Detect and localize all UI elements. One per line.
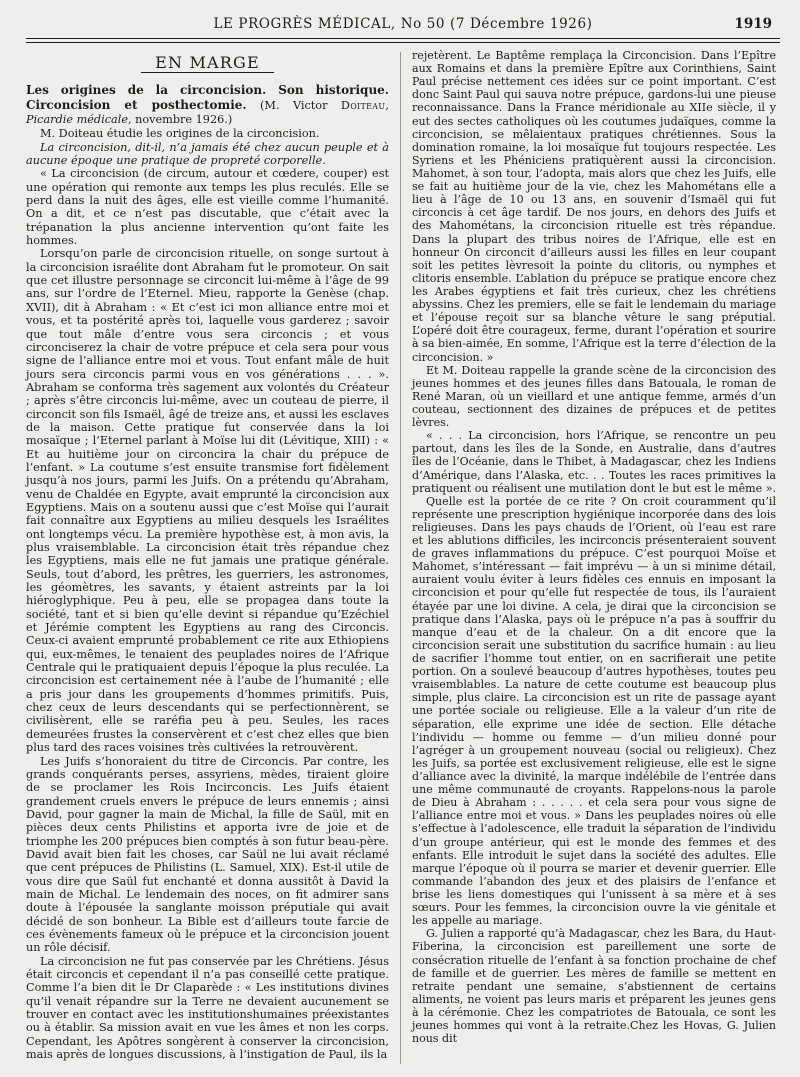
article-ref-close: , novembre 1926.) <box>127 113 233 127</box>
right-column <box>412 49 776 1045</box>
article-ref-comma: , <box>385 99 389 113</box>
paragraph: Et M. Doiteau rappelle la grande scène de la circoncision des jeunes hommes et des jeunes filles dans Batouala, le roman de René Maran, où un vieillard et une antique femme, armés d’un couteau, sectionnent des dizaines de prépuces et de petites lèvres. <box>412 363 776 430</box>
article-title-block <box>26 83 389 127</box>
section-heading <box>26 53 389 73</box>
page-number: 1919 <box>734 16 772 32</box>
paragraph: « . . . La circoncision, hors l’Afrique, se rencontre un peu partout, dans les îles de la Sonde, en Australie, dans d’autres îles de l’Océanie, dans le Thibet, à Madagascar, chez les Indiens d’Amérique, dans l’Alaska, etc. . . Toutes les races primitives la pratiquent ou réalisent une mutilation dont le but est le même ». <box>412 429 776 495</box>
left-column-body <box>26 127 389 1061</box>
right-column-body <box>412 49 776 1045</box>
paragraph: G. Julien a rapporté qu’à Madagascar, chez les Bara, du Haut-Fiberina, la circoncision est pareillement une sorte de consécration rituelle de l’enfant à sa fonction prochaine de chef de famille et de guerrier. Les mères de famille se mettent en retraite pendant une semaine, s’abstiennent de certains aliments, ne voient pas leurs maris et préparent les jeunes gens à la cérémonie. Chez les compatriotes de Batouala, ce sont les jeunes hommes qui vont à la retraite.Chez les Hovas, G. Julien nous dit <box>412 927 776 1046</box>
paragraph: Quelle est la portée de ce rite ? On croit couramment qu’il représente une prescription hygiénique incorporée dans des lois religieuses. Dans les pays chauds de l’Orient, où l’eau est rare et les ablutions difficiles, les incirconcis présenteraient souvent de graves inflammations du prépuce. C’est pourquoi Moïse et Mahomet, s’intéressant — fait imprévu — à un si minime détail, auraient voulu éviter à leurs fidèles ces ennuis en imposant la circoncision et pour qu’elle fut respectée de tous, ils l’auraient étayée par une loi divine. A cela, je dirai que la circoncision se pratique dans l’Alaska, pays où le prépuce n’a pas à souffrir du manque d’eau et de la chaleur. On a dit encore que la circoncision serait une substitution du sacrifice humain : au lieu de sacrifier l’homme tout entier, on en sacrifierait une petite portion. On a soulevé beaucoup d’autres hypothèses, toutes peu vraisemblables. La nature de cette coutume est beaucoup plus simple, plus claire. La circoncision est un rite de passage ayant une portée sociale ou religieuse. Elle a la valeur d’un rite de séparation, elle exprime une idée de section. Elle détache l’individu — homme ou femme — d’un milieu donné pour l’agréger à un groupement nouveau (social ou religieux). Chez les Juifs, sa portée est exclusivement religieuse, elle est le signe d’alliance avec la divinité, la marque indélébile de l’entrée dans une même communauté de croyants. Rappelons-nous la parole de Dieu à Abraham : . . . . . et cela sera pour vous signe de l’alliance entre moi et vous. » Dans les peuplades noires où elle s’effectue à l’adolescence, elle traduit la séparation de l’individu d’un groupe antérieur, qui est le monde des femmes et des enfants. Elle introduit le sujet dans la société des adultes. Elle marque l’époque où il pourra se marier et devenir guerrier. Elle commande l’abandon des jeux et des plaisirs de l’enfance et brise les liens domestiques qui l’unissent à sa mère et à ses sœurs. Pour les femmes, la circoncision ouvre la vie génitale et les appelle au mariage. <box>412 494 776 928</box>
paragraph: La circoncision ne fut pas conservée par les Chrétiens. Jésus était circoncis et cependant il n’a pas conseillé cette pratique. Comme l’a bien dit le Dr Claparède : « Les institutions divines qu’il venait répandre sur la Terre ne devaient aucunement se trouver en contact avec les institutionshumaines préexistantes ou à établir. Sa mission avait en vue les âmes et non les corps. Cependant, les Apôtres songèrent à conserver la circoncision, mais après de longues discussions, à l’instigation de Paul, ils la <box>26 954 389 1062</box>
paragraph: rejetèrent. Le Baptême remplaça la Circoncision. Dans l’Epître aux Romains et dans la première Epître aux Corinthiens, Saint Paul précise nettement ces idées sur ce point important. C’est donc Saint Paul qui sauva notre prépuce, gardons-lui une pieuse reconnaissance. Dans la France méridionale au XIIe siècle, il y eut des sectes catholiques où les coutumes judaïques, comme la circoncision, se mêlaientaux pratiques chrétiennes. Sous la domination romaine, la loi mosaïque fut toujours respectée. Les Syriens et les Phéniciens pratiquèrent aussi la circoncision. Mahomet, à son tour, l’adopta, mais alors que chez les Juifs, elle se fait au huitième jour de la vie, chez les Mahométans elle a lieu à l’âge de 10 ou 13 ans, en souvenir d’Ismaël qui fut circoncis à cet âge tardif. De nos jours, en dehors des Juifs et des Mahométans, la circoncision rituelle est très répandue. Dans la plupart des tribus noires de l’Afrique, elle est en honneur On circoncit d’ailleurs aussi les filles en leur coupant soit les petites lèvresoit la pointe du clitoris, ou nymphes et clitoris ensemble. L’ablation du prépuce se pratique encore chez les Arabes égyptiens et fait très curieux, chez les chrétiens abyssins. Chez les premiers, elle se fait le lendemain du mariage et l’épouse reçoit sur sa blanche vêture le sang préputial. L’opéré doit être courageux, ferme, durant l’opération et sourire à sa bien-aimée, En somme, l’Afrique est la terre d’élection de la circoncision. » <box>412 49 776 364</box>
article-author: Doiteau <box>340 99 386 113</box>
header-rule <box>26 38 780 39</box>
article-journal: Picardie médicale <box>26 113 128 127</box>
paragraph: La circoncision, dit-il, n’a jamais été chez aucun peuple et à aucune époque une pratique de propreté corporelle. <box>26 140 389 168</box>
paragraph: M. Doiteau étudie les origines de la circoncision. <box>40 127 320 141</box>
paragraph: Lorsqu’on parle de circoncision rituelle, on songe surtout à la circoncision israélite dont Abraham fut le promoteur. On sait que cet illustre personnage se circoncit lui-même à l’âge de 99 ans, sur l’ordre de l’Eternel. Mieu, rapporte la Genèse (chap. XVII), dit à Abraham : « Et c’est ici mon alliance entre moi et vous, et ta postérité après toi, laquelle vous garderez ; savoir que tout mâle d’entre vous sera circoncis ; et vous circonciserez la chair de votre prépuce et cela sera pour vous signe de l’alliance entre moi et vous. Tout enfant mâle de huit jours sera circoncis parmi vous en vos générations . . . ». Abraham se conforma très sagement aux volontés du Créateur ; après s’être circoncis lui-même, avec un couteau de pierre, il circoncit son fils Ismaël, âgé de treize ans, et aussi les esclaves de la maison. Cette pratique fut conservée dans la loi mosaïque ; l’Eternel parlant à Moïse lui dit (Lévitique, XIII) : « Et au huitième jour on circoncira la chair du prépuce de l’enfant. » La coutume s’est ensuite transmise fort fidèlement jusqu’à nos jours, parmi les Juifs. On a prétendu qu’Abraham, venu de Chaldée en Egypte, avait emprunté la circoncision aux Egyptiens. Mais on a soutenu aussi que c’est Moïse qui l’aurait fait connaître aux Egyptiens au milieu desquels les Israélites ont longtemps vécu. La première hypothèse est, à mon avis, la plus vraisemblable. La circoncision était très répandue chez les Egyptiens, mais elle ne fut jamais une pratique générale. Seuls, tout d’abord, les prêtres, les guerriers, les astronomes, les géomètres, les savants, y étaient astreints par la loi hiéroglyphique. Peu à peu, elle se propagea dans toute la société, tant et si bien qu’elle devint si répandue qu’Ezéchiel et Jérémie comptent les Egyptiens au rang des Circoncis. Ceux-ci avaient emprunté probablement ce rite aux Ethiopiens qui, eux-mêmes, le tenaient des peuplades noires de l’Afrique Centrale qui le pratiquaient depuis l’époque la plus reculée. La circoncision est certainement née à l’aube de l’humanité ; elle a pris jour dans les groupements d’hommes primitifs. Puis, chez ceux de leurs descendants qui se perfectionnèrent, se civilisèrent, elle se raréfia peu à peu. Seules, les races demeurées frustes la conservèrent et c’est chez elles que bien plus tard des races voisines très cultivées la retrouvèrent. <box>26 247 389 755</box>
left-column <box>26 52 389 1061</box>
article-title: Les origines de la circoncision. Son historique. Circoncision et posthectomie. <box>26 83 389 113</box>
header-rule-thin <box>26 42 780 43</box>
column-divider <box>400 52 401 1064</box>
paragraph: « La circoncision (de circum, autour et cœdere, couper) est une opération qui remonte aux temps les plus reculés. Elle se perd dans la nuit des âges, elle est vieille comme l’humanité. On a dit, et ce n’est pas discutable, que c’était avec la trépanation la plus ancienne intervention qu’ont faite les hommes. <box>26 167 389 248</box>
page-header <box>26 16 780 36</box>
running-title: LE PROGRÈS MÉDICAL, No 50 (7 Décembre 1926) <box>213 16 593 32</box>
section-label: EN MARGE <box>141 56 274 73</box>
paragraph: Les Juifs s’honoraient du titre de Circoncis. Par contre, les grands conquérants perses, assyriens, mèdes, tiraient gloire de se proclamer les Rois Incirconcis. Les Juifs étaient grandement cruels envers le prépuce de leurs ennemis ; ainsi David, pour gagner la main de Michal, la fille de Saül, mit en pièces deux cents Philistins et apporta ivre de joie et de triomphe les 200 prépuces bien comptés à son futur beau-père. David avait bien fait les choses, car Saül ne lui avait réclamé que cent prépuces de Philistins (L. Samuel, XIX). Est-il utile de vous dire que Saül fut enchanté et donna aussitôt à David la main de Michal. Le lendemain des noces, on fit admirer sans doute à l’épousée la sanglante moisson préputiale qui avait décidé de son bonheur. La Bible est d’ailleurs toute farcie de ces évènements fameux où le prépuce et la circoncision jouent un rôle décisif. <box>26 754 389 955</box>
article-ref-open: (M. Victor <box>260 99 341 113</box>
